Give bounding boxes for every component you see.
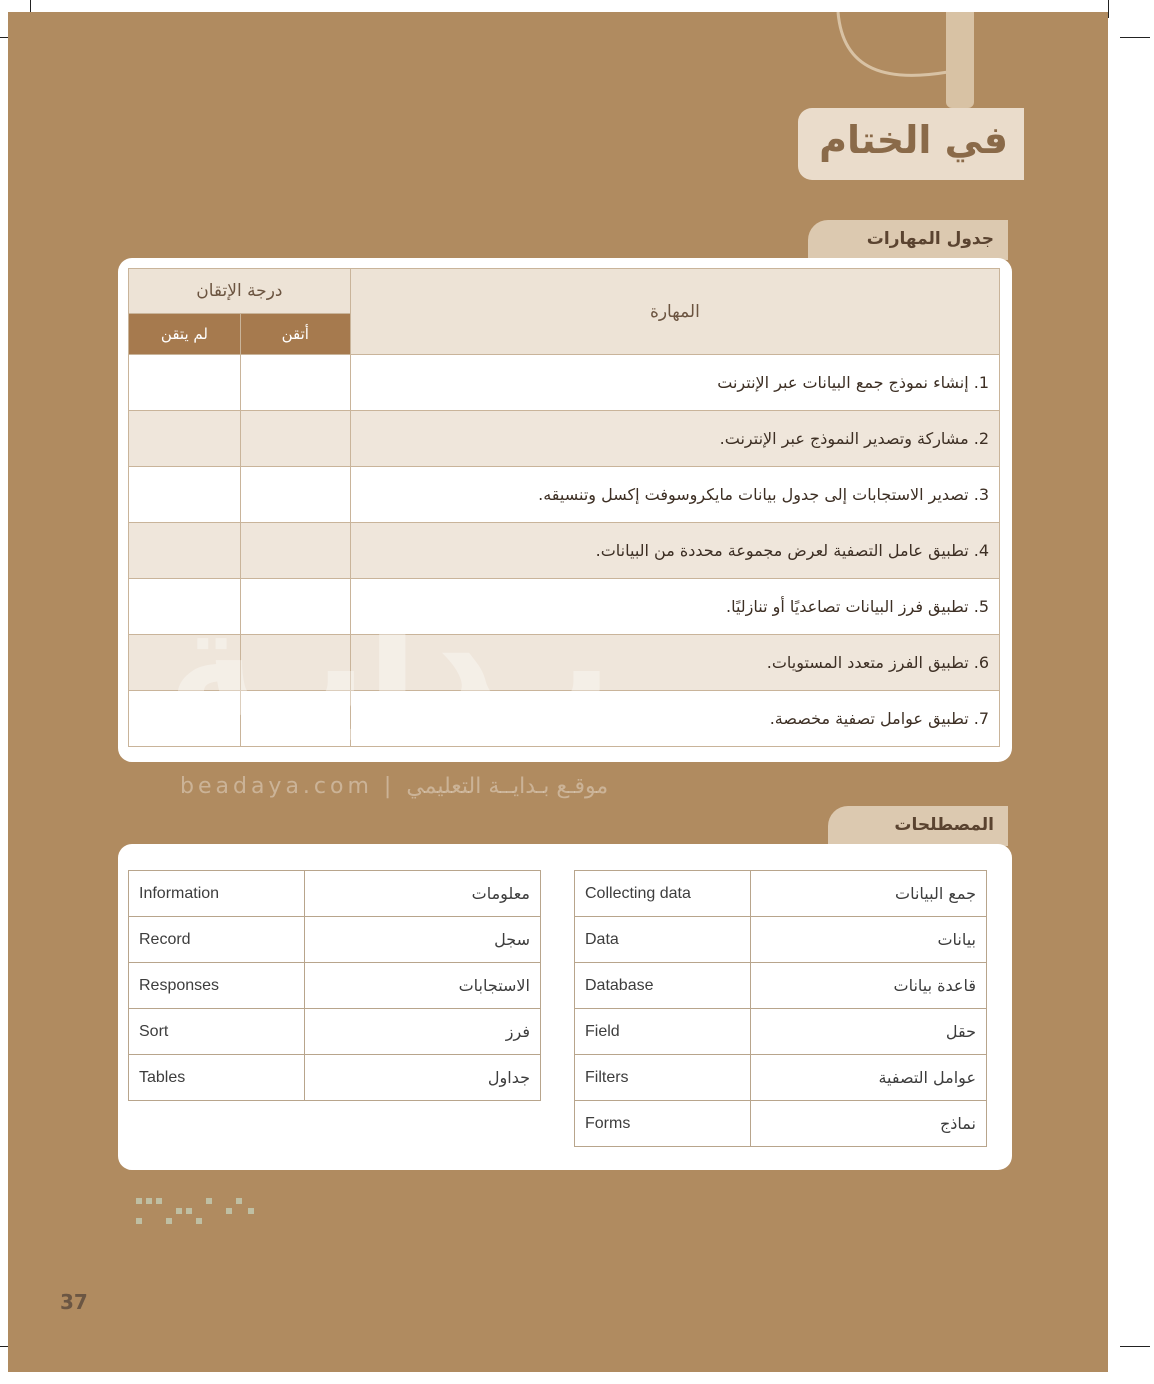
term-ar: سجل xyxy=(305,917,541,963)
not-mastered-cell[interactable] xyxy=(129,467,241,523)
table-row xyxy=(129,355,1000,411)
page-number: 37 xyxy=(60,1290,88,1314)
term-en: Tables xyxy=(129,1055,305,1101)
term-en: Record xyxy=(129,917,305,963)
term-ar: نماذج xyxy=(751,1101,987,1147)
chapter-title-tab xyxy=(798,108,1024,180)
table-row xyxy=(129,917,541,963)
table-row xyxy=(129,467,1000,523)
terms-heading: المصطلحات xyxy=(894,815,994,835)
skill-text: 4. تطبيق عامل التصفية لعرض مجموعة محددة من البيانات. xyxy=(350,523,999,579)
terms-card xyxy=(118,844,1012,1170)
crop-mark xyxy=(1120,37,1150,38)
mastered-cell[interactable] xyxy=(240,467,350,523)
skill-text: 1. إنشاء نموذج جمع البيانات عبر الإنترنت xyxy=(350,355,999,411)
crop-mark xyxy=(1108,0,1109,18)
not-mastered-cell[interactable] xyxy=(129,355,241,411)
skill-text: 3. تصدير الاستجابات إلى جدول بيانات مايكروسوفت إكسل وتنسيقه. xyxy=(350,467,999,523)
table-row xyxy=(129,1055,541,1101)
mastered-cell[interactable] xyxy=(240,411,350,467)
table-row xyxy=(129,523,1000,579)
mastered-header: أتقن xyxy=(240,314,350,355)
skill-text: 2. مشاركة وتصدير النموذج عبر الإنترنت. xyxy=(350,411,999,467)
table-row xyxy=(129,963,541,1009)
skill-text: 7. تطبيق عوامل تصفية مخصصة. xyxy=(350,691,999,747)
skills-heading: جدول المهارات xyxy=(866,229,994,249)
page-title: في الختام xyxy=(819,118,1008,162)
not-mastered-cell[interactable] xyxy=(129,411,241,467)
term-ar: الاستجابات xyxy=(305,963,541,1009)
ministry-logo-icon xyxy=(136,1194,266,1234)
terms-table-left xyxy=(128,870,541,1101)
page-background xyxy=(8,12,1108,1372)
term-en: Forms xyxy=(575,1101,751,1147)
term-en: Collecting data xyxy=(575,871,751,917)
skill-text: 6. تطبيق الفرز متعدد المستويات. xyxy=(350,635,999,691)
term-en: Responses xyxy=(129,963,305,1009)
mastered-cell[interactable] xyxy=(240,355,350,411)
table-row xyxy=(575,1009,987,1055)
table-row xyxy=(575,871,987,917)
term-ar: بيانات xyxy=(751,917,987,963)
terms-heading-tab xyxy=(828,806,1008,846)
term-en: Filters xyxy=(575,1055,751,1101)
table-row xyxy=(575,917,987,963)
term-ar: جمع البيانات xyxy=(751,871,987,917)
term-ar: قاعدة بيانات xyxy=(751,963,987,1009)
skill-header: المهارة xyxy=(350,269,999,355)
term-en: Data xyxy=(575,917,751,963)
watermark-brand: بـدايـة xyxy=(168,577,613,751)
decorative-wire-icon xyxy=(828,12,958,112)
skill-text: 5. تطبيق فرز البيانات تصاعديًا أو تنازليًا. xyxy=(350,579,999,635)
table-row xyxy=(575,963,987,1009)
term-ar: فرز xyxy=(305,1009,541,1055)
table-row xyxy=(129,871,541,917)
mastered-cell[interactable] xyxy=(240,523,350,579)
table-row xyxy=(575,1055,987,1101)
term-en: Sort xyxy=(129,1009,305,1055)
table-row xyxy=(575,1101,987,1147)
not-mastered-header: لم يتقن xyxy=(129,314,241,355)
mastery-header: درجة الإتقان xyxy=(129,269,351,314)
crop-mark xyxy=(1120,1346,1150,1347)
term-ar: معلومات xyxy=(305,871,541,917)
term-ar: حقل xyxy=(751,1009,987,1055)
watermark-caption: beadaya.com | موقـع بـدايــة التعليمي xyxy=(180,774,609,799)
term-en: Information xyxy=(129,871,305,917)
term-en: Database xyxy=(575,963,751,1009)
table-row xyxy=(129,1009,541,1055)
skills-heading-tab xyxy=(808,220,1008,260)
not-mastered-cell[interactable] xyxy=(129,523,241,579)
terms-table-right xyxy=(574,870,987,1147)
term-ar: عوامل التصفية xyxy=(751,1055,987,1101)
term-en: Field xyxy=(575,1009,751,1055)
table-row xyxy=(129,411,1000,467)
term-ar: جداول xyxy=(305,1055,541,1101)
